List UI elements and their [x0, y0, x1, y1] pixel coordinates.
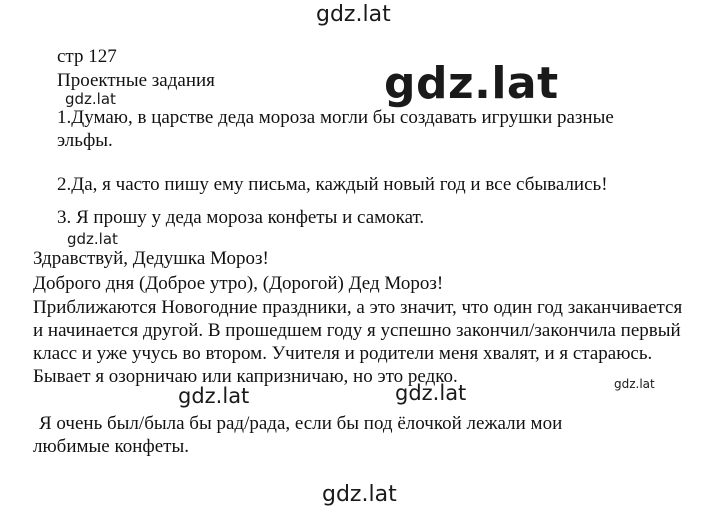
answer-3: 3. Я прошу у деда мороза конфеты и самокат.: [57, 207, 425, 228]
watermark-tiny: gdz.lat: [614, 377, 655, 391]
watermark-small: gdz.lat: [65, 90, 116, 108]
section-title: Проектные задания: [57, 70, 215, 91]
answer-2: 2.Да, я часто пишу ему письма, каждый новый год и все сбывались!: [57, 174, 608, 195]
page-label: стр 127: [57, 46, 117, 67]
watermark-bottom: gdz.lat: [322, 482, 397, 507]
answer-1: 1.Думаю, в царстве деда мороза могли бы создавать игрушки разные эльфы.: [57, 107, 614, 151]
letter-salutation: Доброго дня (Доброе утро), (Дорогой) Дед Мороз!: [33, 273, 444, 294]
letter-body: Приближаются Новогодние праздники, а это значит, что один год заканчивается и начинается другой. В прошедшем году я успешно закончил/закончила первый класс и уже учусь во втором. Учителя и родители меня хвалят, и я стараюсь. Бывает я озорничаю или капризничаю, но это редко.: [33, 297, 683, 387]
watermark-small: gdz.lat: [67, 230, 118, 248]
watermark-top: gdz.lat: [316, 2, 391, 27]
watermark-large: gdz.lat: [384, 58, 559, 109]
letter-wish: Я очень был/была бы рад/рада, если бы под ёлочкой лежали мои любимые конфеты.: [33, 413, 563, 457]
letter-greeting: Здравствуй, Дедушка Мороз!: [33, 248, 269, 269]
watermark-middle-left: gdz.lat: [178, 384, 250, 408]
watermark-middle-right: gdz.lat: [395, 381, 467, 405]
